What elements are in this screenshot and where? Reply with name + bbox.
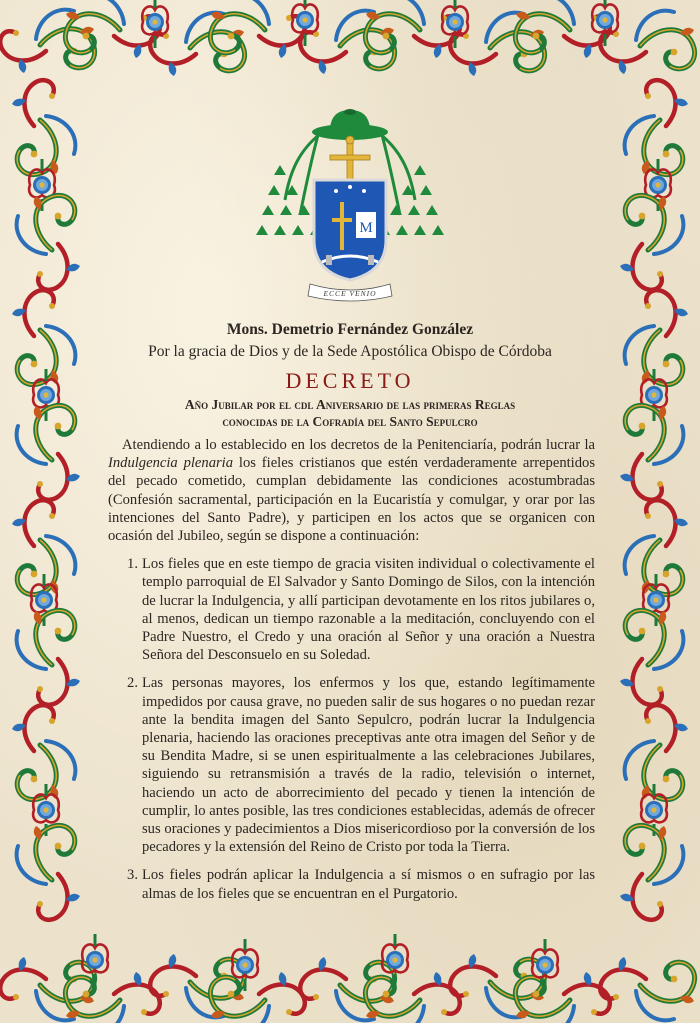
author-name: Mons. Demetrio Fernández González	[226, 321, 474, 338]
svg-text:M: M	[359, 220, 373, 236]
decree-subtitle-line1: Año Jubilar por el cdl Aniversario de las primeras Reglas	[184, 397, 516, 412]
list-item	[108, 555, 595, 664]
intro-text-end: los fieles cristianos que estén verdaderamente arrepentidos del pecado cometido, cumplan debidamente las condiciones acostumbradas (Confesión sacramental, participación en la Eucaristía y comulgar, y orar por las intenciones del Santo Padre), y participen en los actos que se organicen con ocasión del Jubileo, según se dispone a continuación:	[108, 455, 596, 545]
shield-icon	[314, 180, 386, 280]
intro-paragraph	[108, 436, 595, 545]
list-item-number: 3.	[127, 867, 138, 884]
galero-hat-icon	[312, 109, 388, 140]
decree-heading: DECRETO	[285, 368, 415, 393]
list-item-number: 2.	[127, 675, 138, 692]
intro-text-start: Atendiendo a lo establecido en los decretos de la Penitenciaría, podrán lucrar la	[122, 437, 595, 453]
motto-text: ECCE VENIO	[323, 289, 377, 298]
list-item	[108, 674, 595, 856]
list-item-text: Los fieles que en este tiempo de gracia visiten individual o colectivamente el templo parroquial de El Salvador y Santo Domingo de Silos, con la intención de lucrar la Indulgencia, y allí participan devotamente en los ritos jubilares o, al menos, dedican un tiempo razonable a la meditación, concluyendo con el Padre Nuestro, el Credo y una oración al Señor y una oración a Nuestra Señora del Desconsuelo en su Soledad.	[142, 556, 595, 664]
list-item-number: 1.	[127, 556, 138, 573]
list-item-text: Las personas mayores, los enfermos y los que, estando legítimamente impedidos por causa grave, no pueden salir de sus hogares o no puedan rezar ante la bendita imagen del Santo Sepulcro, podrán lucrar la Indulgencia plenaria, haciendo las oraciones preceptivas ante otra imagen del Señor y de su Bendita Madre, si se unen espiritualmente a las celebraciones Jubilares, siguiendo su retransmisión a través de la radio, televisión o internet, haciendo un acto de aborrecimiento del pecado y tienen la intención de cumplir, lo antes posible, las tres condiciones establecidas, además de ofrecer sus oraciones y padecimientos a Dios misericordioso por la conversión de los pecadores y la extensión del Reino de Cristo por toda la Tierra.	[142, 675, 595, 856]
list-item	[108, 866, 595, 902]
author-title: Por la gracia de Dios y de la Sede Apostólica Obispo de Córdoba	[148, 343, 552, 360]
decree-body	[108, 436, 595, 913]
list-item-text: Los fieles podrán aplicar la Indulgencia a sí mismos o en sufragio por las almas de los fieles que se encuentran en el Purgatorio.	[142, 867, 595, 902]
decree-subtitle-line2: conocidas de la Cofradía del Santo Sepulcro	[222, 414, 478, 429]
coat-of-arms	[0, 0, 700, 310]
motto-ribbon	[308, 284, 392, 301]
intro-emphasis: Indulgencia plenaria	[108, 455, 234, 472]
